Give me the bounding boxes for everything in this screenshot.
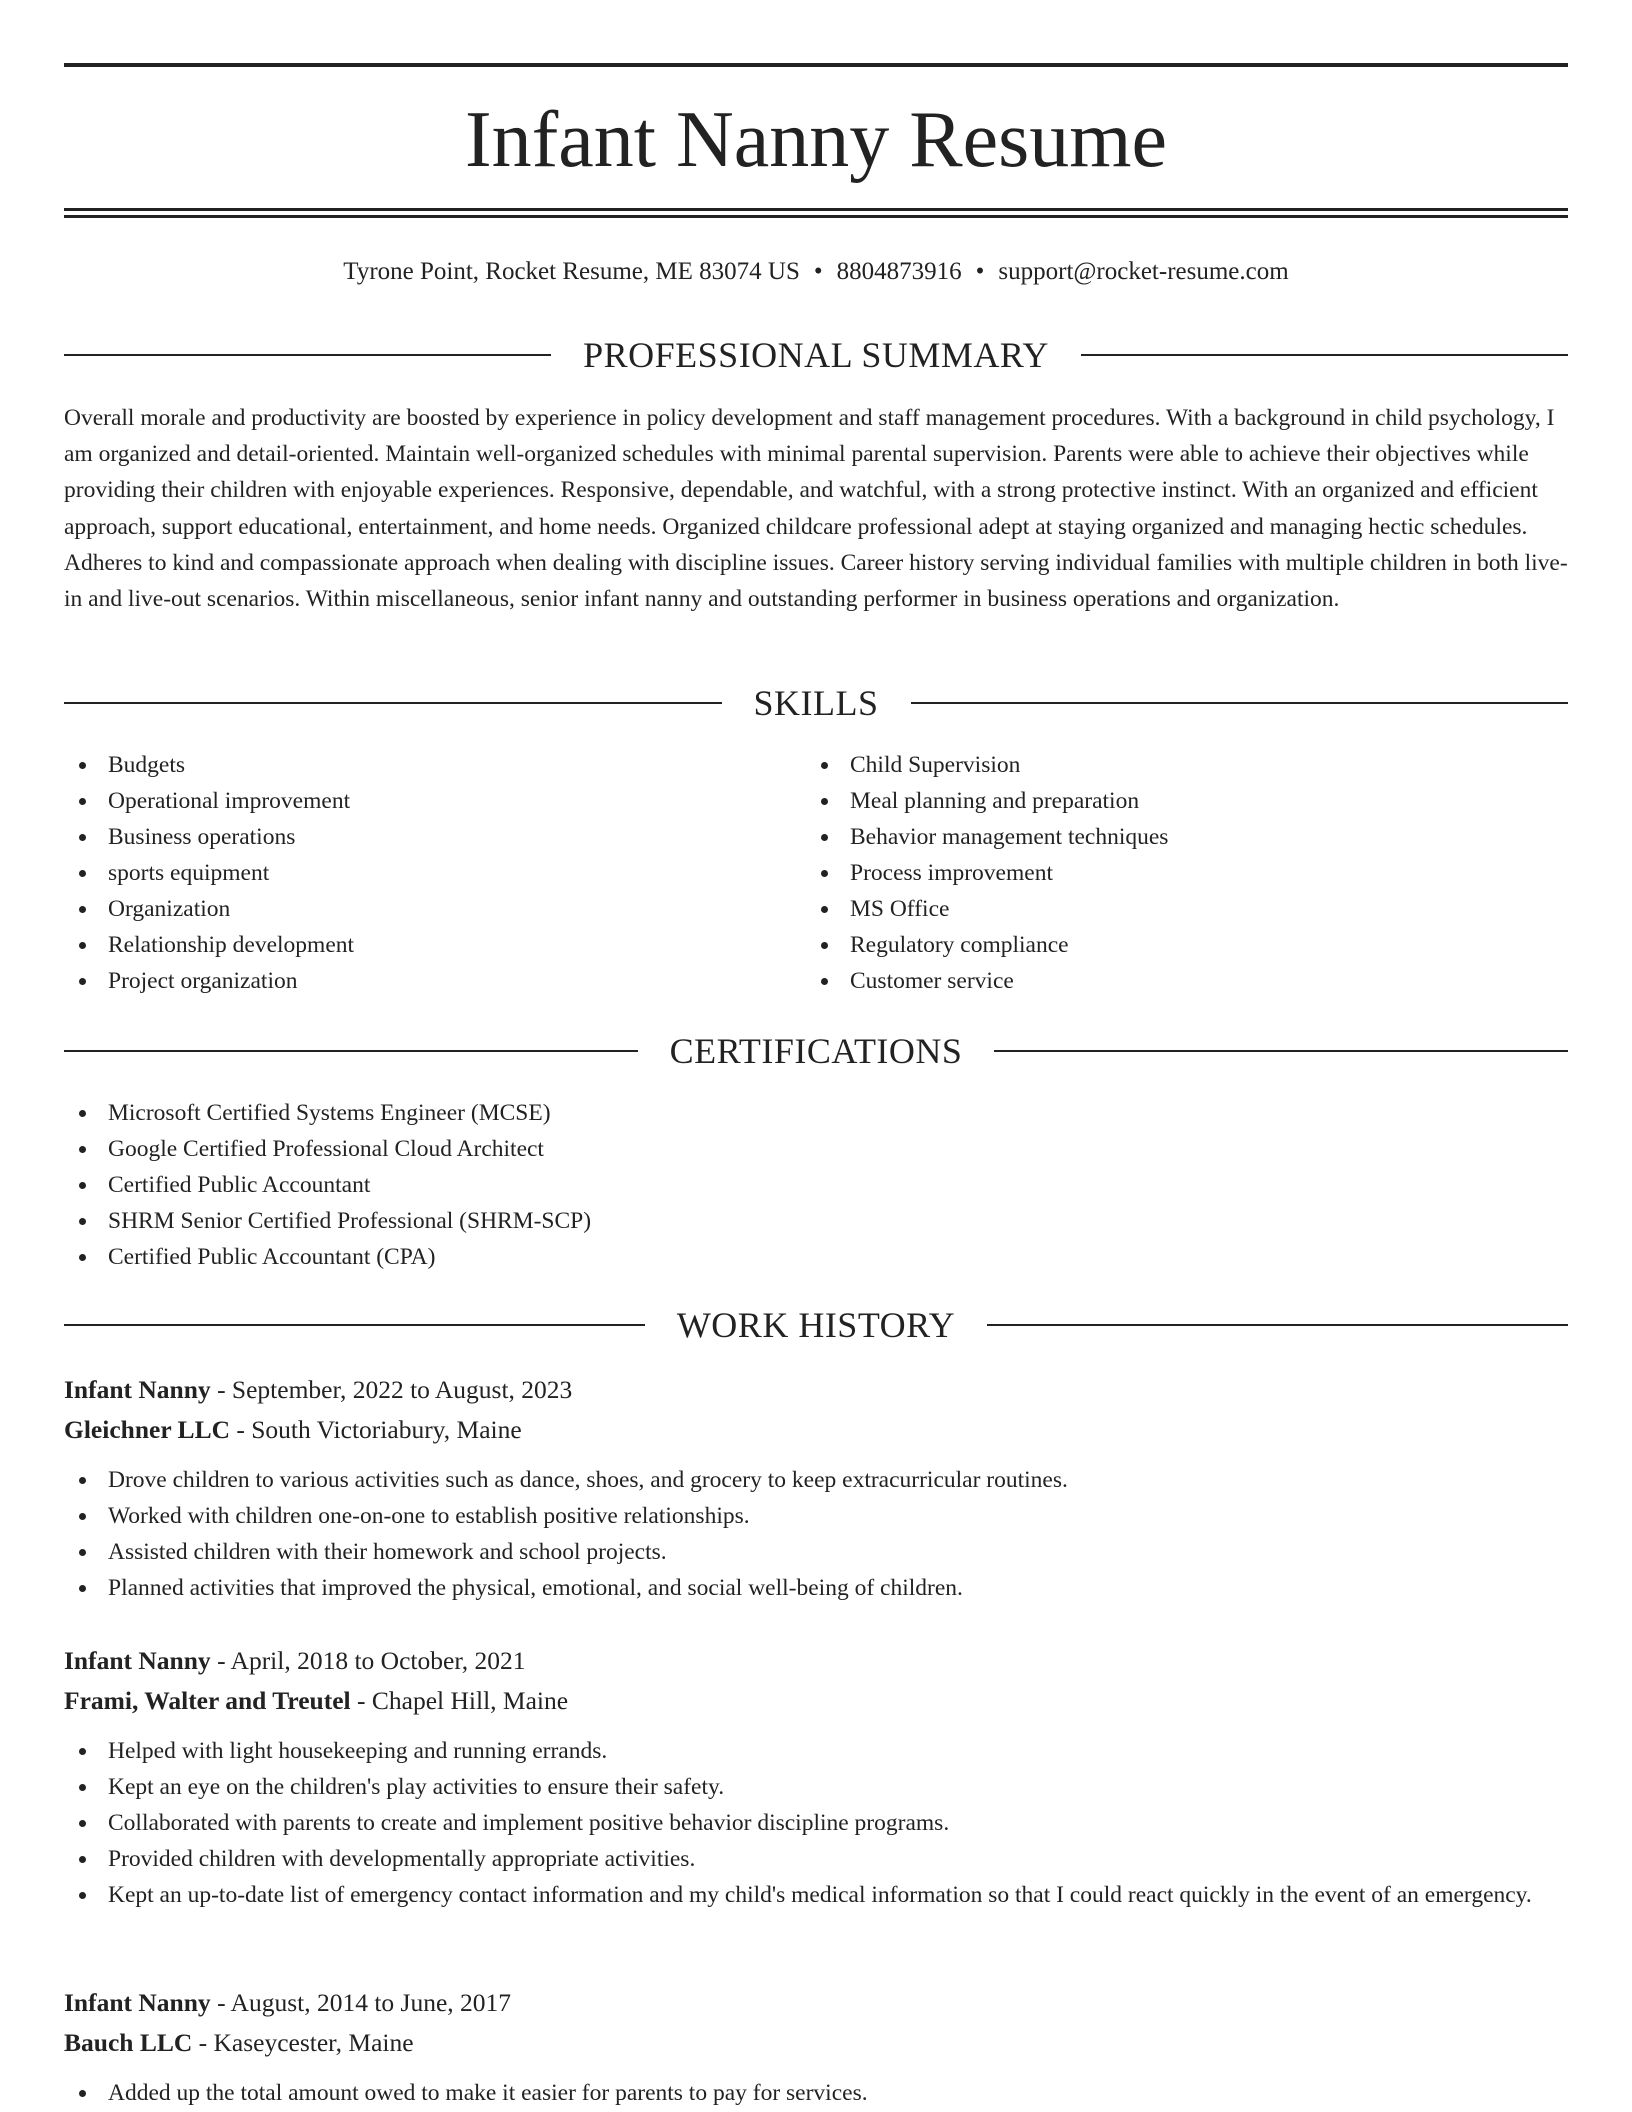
job-duty-item: Collaborated with parents to create and implement positive behavior discipline programs. [64, 1805, 1568, 1841]
job-duties-list [64, 1462, 1568, 1606]
skill-item: MS Office [806, 891, 1548, 927]
skill-item: Relationship development [64, 927, 806, 963]
summary-text: Overall morale and productivity are boosted by experience in policy development and staff management procedures. With a background in child psychology, I am organized and detail-oriented. Maintain well-organized schedules with minimal parental supervision. Parents were able to achieve their objectives while providing their children with enjoyable experiences. Responsive, dependable, and watchful, with a strong protective instinct. With an organized and efficient approach, support educational, entertainment, and home needs. Organized childcare professional adept at staying organized and managing hectic schedules. Adheres to kind and compassionate approach when dealing with discipline issues. Career history serving individual families with multiple children in both live-in and live-out scenarios. Within miscellaneous, senior infant nanny and outstanding performer in business operations and organization. [64, 405, 1568, 613]
skill-item: Budgets [64, 747, 806, 783]
skill-item: Process improvement [806, 855, 1548, 891]
job-company-line [64, 2025, 1568, 2061]
certification-item: Certified Public Accountant [64, 1167, 1568, 1203]
job-title: Infant Nanny [64, 1988, 211, 2017]
job-entry [64, 1985, 1568, 2111]
contact-separator: • [813, 258, 823, 285]
certifications-list [64, 1095, 1568, 1275]
heading-rule [911, 702, 1569, 704]
contact-line [64, 255, 1568, 289]
heading-rule [994, 1050, 1568, 1052]
job-title: Infant Nanny [64, 1375, 211, 1404]
skill-item: Child Supervision [806, 747, 1548, 783]
job-duty-item: Kept an eye on the children's play activities to ensure their safety. [64, 1769, 1568, 1805]
skill-item: Project organization [64, 963, 806, 999]
heading-rule [64, 702, 722, 704]
certifications-section-heading [64, 1029, 1568, 1073]
job-company-line [64, 1412, 1568, 1448]
job-title-line [64, 1985, 1568, 2021]
job-entry [64, 1643, 1568, 1913]
skill-item: sports equipment [64, 855, 806, 891]
summary-section-heading [64, 333, 1568, 377]
contact-email-link[interactable]: support@rocket-resume.com [998, 258, 1289, 285]
job-dates: - April, 2018 to October, 2021 [210, 1646, 526, 1675]
job-duty-item: Provided children with developmentally appropriate activities. [64, 1841, 1568, 1877]
certification-item: Certified Public Accountant (CPA) [64, 1239, 1568, 1275]
certifications-heading: CERTIFICATIONS [669, 1031, 963, 1071]
job-duty-item: Added up the total amount owed to make it easier for parents to pay for services. [64, 2075, 1568, 2111]
job-company: Gleichner LLC [64, 1415, 230, 1444]
job-title: Infant Nanny [64, 1646, 211, 1675]
skill-item: Business operations [64, 819, 806, 855]
job-duty-item: Drove children to various activities such as dance, shoes, and grocery to keep extracurricular routines. [64, 1462, 1568, 1498]
contact-separator: • [975, 258, 985, 285]
skills-section-heading [64, 681, 1568, 725]
skill-item: Organization [64, 891, 806, 927]
job-duties-list [64, 2075, 1568, 2111]
skills-heading: SKILLS [753, 683, 879, 723]
job-title-line [64, 1372, 1568, 1408]
heading-rule [1081, 354, 1568, 356]
job-duty-item: Kept an up-to-date list of emergency contact information and my child's medical information so that I could react quickly in the event of an emergency. [64, 1877, 1568, 1913]
job-title-line [64, 1643, 1568, 1679]
job-company-line [64, 1683, 1568, 1719]
work-history-heading: WORK HISTORY [676, 1305, 956, 1345]
skills-columns [64, 747, 1568, 999]
job-company: Frami, Walter and Treutel [64, 1686, 351, 1715]
skills-list-left [64, 747, 806, 999]
contact-phone: 8804873916 [836, 258, 962, 285]
title-double-rule [64, 208, 1568, 218]
job-duty-item: Helped with light housekeeping and running errands. [64, 1733, 1568, 1769]
skill-item: Meal planning and preparation [806, 783, 1548, 819]
summary-heading: PROFESSIONAL SUMMARY [583, 335, 1049, 375]
heading-rule [987, 1324, 1568, 1326]
skill-item: Behavior management techniques [806, 819, 1548, 855]
skill-item: Operational improvement [64, 783, 806, 819]
job-location: - Chapel Hill, Maine [350, 1686, 569, 1715]
certification-item: SHRM Senior Certified Professional (SHRM-SCP) [64, 1203, 1568, 1239]
job-duty-item: Assisted children with their homework and school projects. [64, 1534, 1568, 1570]
job-dates: - August, 2014 to June, 2017 [210, 1988, 512, 2017]
skill-item: Regulatory compliance [806, 927, 1548, 963]
job-dates: - September, 2022 to August, 2023 [210, 1375, 573, 1404]
work-history-section-heading [64, 1303, 1568, 1347]
contact-address: Tyrone Point, Rocket Resume, ME 83074 US [343, 258, 800, 285]
job-company: Bauch LLC [64, 2028, 193, 2057]
job-entry [64, 1372, 1568, 1606]
skills-list-right [806, 747, 1548, 999]
job-duties-list [64, 1733, 1568, 1913]
heading-rule [64, 354, 551, 356]
job-duty-item: Worked with children one-on-one to establish positive relationships. [64, 1498, 1568, 1534]
resume-title: Infant Nanny Resume [464, 96, 1168, 184]
job-location: - Kaseycester, Maine [192, 2028, 414, 2057]
job-location: - South Victoriabury, Maine [230, 1415, 522, 1444]
top-rule [64, 63, 1568, 67]
heading-rule [64, 1324, 645, 1326]
skill-item: Customer service [806, 963, 1548, 999]
heading-rule [64, 1050, 638, 1052]
certification-item: Google Certified Professional Cloud Architect [64, 1131, 1568, 1167]
certification-item: Microsoft Certified Systems Engineer (MCSE) [64, 1095, 1568, 1131]
job-duty-item: Planned activities that improved the physical, emotional, and social well-being of children. [64, 1570, 1568, 1606]
